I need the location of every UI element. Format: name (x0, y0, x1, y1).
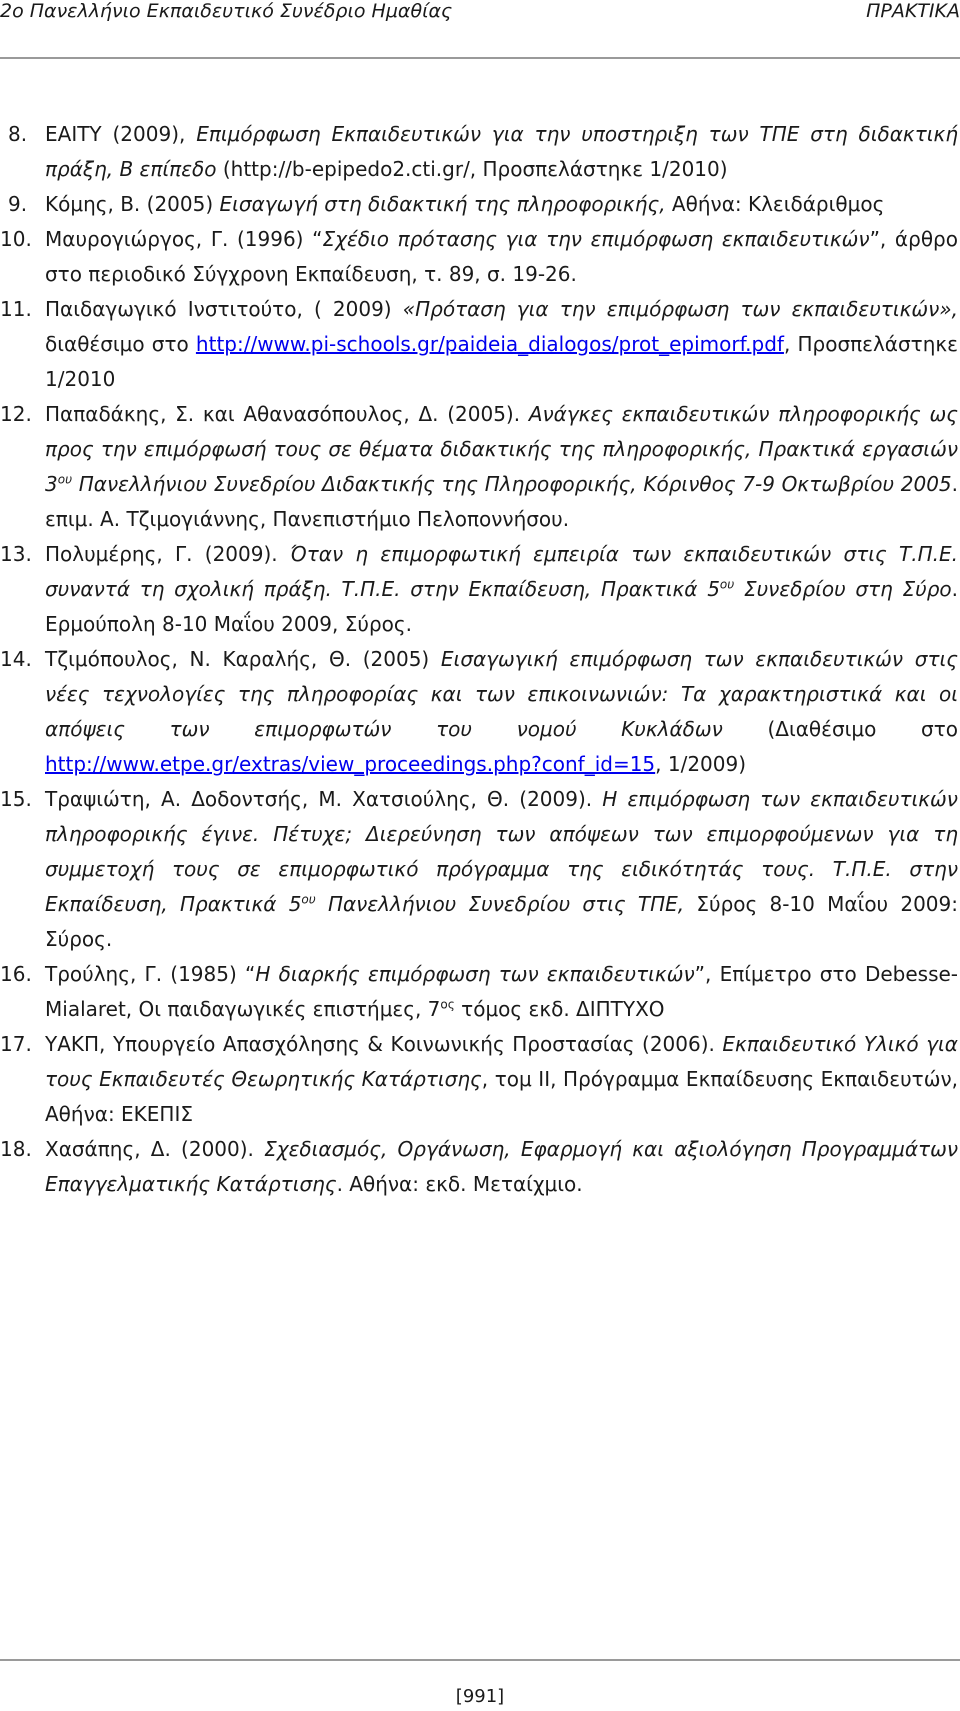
reference-text: , Προσπελάστηκε 1/2010 (45, 332, 958, 391)
reference-text: Παιδαγωγικό Ινστιτούτο, ( 2009) (45, 297, 403, 321)
reference-number: 11. (0, 297, 32, 321)
reference-number: 14. (0, 647, 32, 671)
reference-title-text: Η επιμόρφωση των εκπαιδευτικών πληροφορικής έγινε. Πέτυχε; Διερεύνηση των απόψεων των επιμορφούμενων για τη συμμετοχή τους σε επιμορφωτικό πρόγραμμα της ειδικότητάς τους. Τ.Π.Ε. στην Εκπαίδευση, Πρακτικά 5 (45, 787, 958, 916)
reference-text: ΥΑΚΠ, Υπουργείο Απασχόλησης & Κοινωνικής Προστασίας (2006). (45, 1032, 723, 1056)
reference-title-text: Ανάγκες εκπαιδευτικών πληροφορικής ως προς την επιμόρφωσή τους σε θέματα διδακτικής της πληροφορικής, Πρακτικά εργασιών 3 (45, 402, 958, 496)
reference-link[interactable]: http://www.etpe.gr/extras/view_proceedings.php?conf_id=15 (45, 752, 656, 776)
reference-link[interactable]: http://www.pi-schools.gr/paideia_dialogos/prot_epimorf.pdf (195, 332, 784, 356)
reference-list (0, 117, 958, 1202)
reference-number: 10. (0, 227, 32, 251)
reference-text: . Ερμούπολη 8-10 Μαΐου 2009, Σύρος. (45, 577, 958, 636)
reference-number: 8. (8, 122, 28, 146)
reference-title-text: Εκπαιδευτικό Υλικό για τους Εκπαιδευτές Θεωρητικής Κατάρτισης (45, 1032, 958, 1091)
reference-text: διαθέσιμο στο (45, 332, 196, 356)
reference-text: ”, άρθρο στο περιοδικό Σύγχρονη Εκπαίδευση, τ. 89, σ. 19-26. (45, 227, 958, 286)
reference-item (0, 537, 958, 642)
reference-item (0, 222, 958, 292)
reference-text: Τρούλης, Γ. (1985) “ (45, 962, 256, 986)
reference-number: 12. (0, 402, 32, 426)
reference-title-text: Συνεδρίου στη Σύρο (734, 577, 952, 601)
ordinal-superscript: ου (301, 892, 316, 907)
reference-item (0, 117, 958, 187)
reference-title-text: Πανελλήνιου Συνεδρίου στις ΤΠΕ, (315, 892, 697, 916)
reference-item (0, 187, 958, 222)
reference-number: 18. (0, 1137, 32, 1161)
reference-number: 16. (0, 962, 32, 986)
reference-title-text: Η διαρκής επιμόρφωση των εκπαιδευτικών (255, 962, 695, 986)
reference-title-text: Πανελλήνιου Συνεδρίου Διδακτικής της Πληροφορικής, Κόρινθος 7-9 Οκτωβρίου 2005 (72, 472, 952, 496)
reference-item (0, 957, 958, 1027)
reference-item (0, 1132, 958, 1202)
reference-text: ”, Επίμετρο στο Debesse-Mialaret, Οι παιδαγωγικές επιστήμες, 7 (45, 962, 959, 1021)
header-rule (0, 57, 960, 59)
reference-text: Μαυρογιώργος, Γ. (1996) “ (45, 227, 323, 251)
reference-text: ΕΑΙΤΥ (2009), (45, 122, 197, 146)
reference-item (0, 642, 958, 782)
reference-number: 15. (0, 787, 32, 811)
reference-number: 17. (0, 1032, 32, 1056)
reference-text: . επιμ. Α. Τζιμογιάννης, Πανεπιστήμιο Πελοποννήσου. (45, 472, 958, 531)
reference-number: 9. (8, 192, 28, 216)
conference-title: 2ο Πανελλήνιο Εκπαιδευτικό Συνέδριο Ημαθίας (0, 0, 453, 22)
ordinal-superscript: ου (57, 472, 73, 487)
reference-text: , τομ ΙΙ, Πρόγραμμα Εκπαίδευσης Εκπαιδευτών, Αθήνα: ΕΚΕΠΙΣ (45, 1067, 958, 1126)
reference-text: Τραψιώτη, Α. Δοδοντσής, Μ. Χατσιούλης, Θ. (2009). (45, 787, 603, 811)
page-number: [991] (455, 1686, 505, 1707)
reference-title-text: «Πρόταση για την επιμόρφωση των εκπαιδευτικών», (402, 297, 958, 321)
section-label: ΠΡΑΚΤΙΚΑ (866, 0, 960, 22)
reference-item (0, 1027, 958, 1132)
reference-text: . Αθήνα: εκδ. Μεταίχμιο. (336, 1172, 583, 1196)
footer-rule (0, 1659, 960, 1661)
reference-title-text: Όταν η επιμορφωτική εμπειρία των εκπαιδευτικών στις Τ.Π.Ε. συναντά τη σχολική πράξη. Τ.Π.Ε. στην Εκπαίδευση, Πρακτικά 5 (45, 542, 959, 601)
reference-text: Αθήνα: Κλειδάριθμος (665, 192, 885, 216)
reference-text: Σύρος 8-10 Μαΐου 2009: Σύρος. (45, 892, 958, 951)
reference-title-text: Σχεδιασμός, Οργάνωση, Εφαρμογή και αξιολόγηση Προγραμμάτων Επαγγελματικής Κατάρτισης (45, 1137, 958, 1196)
reference-title-text: Εισαγωγή στη διδακτική της πληροφορικής, (219, 192, 666, 216)
reference-item (0, 397, 958, 537)
reference-item (0, 292, 958, 397)
reference-title-text: Επιμόρφωση Εκπαιδευτικών για την υποστηριξη των ΤΠΕ στη διδακτική πράξη, Β επίπεδο (45, 122, 958, 181)
reference-text: (Διαθέσιμο στο (722, 717, 958, 741)
page-header (0, 0, 960, 44)
reference-text: τόμος εκδ. ΔΙΠΤΥΧΟ (454, 997, 665, 1021)
reference-text: Τζιμόπουλος, Ν. Καραλής, Θ. (2005) (45, 647, 441, 671)
reference-text: (http://b-epipedo2.cti.gr/, Προσπελάστηκε 1/2010) (216, 157, 728, 181)
ordinal-superscript: ου (719, 577, 735, 592)
reference-title-text: Εισαγωγική επιμόρφωση των εκπαιδευτικών στις νέες τεχνολογίες της πληροφορίας και των επικοινωνιών: Τα χαρακτηριστικά και οι απόψεις των επιμορφωτών του νομού Κυκλάδων (45, 647, 958, 741)
reference-item (0, 782, 958, 957)
reference-title-text: Σχέδιο πρότασης για την επιμόρφωση εκπαιδευτικών (322, 227, 870, 251)
reference-text: Πολυμέρης, Γ. (2009). (45, 542, 290, 566)
reference-text: Χασάπης, Δ. (2000). (45, 1137, 265, 1161)
ordinal-superscript: ος (440, 997, 455, 1012)
reference-text: Παπαδάκης, Σ. και Αθανασόπουλος, Δ. (2005). (45, 402, 529, 426)
reference-text: Κόμης, Β. (2005) (45, 192, 220, 216)
reference-number: 13. (0, 542, 32, 566)
reference-text: , 1/2009) (655, 752, 747, 776)
